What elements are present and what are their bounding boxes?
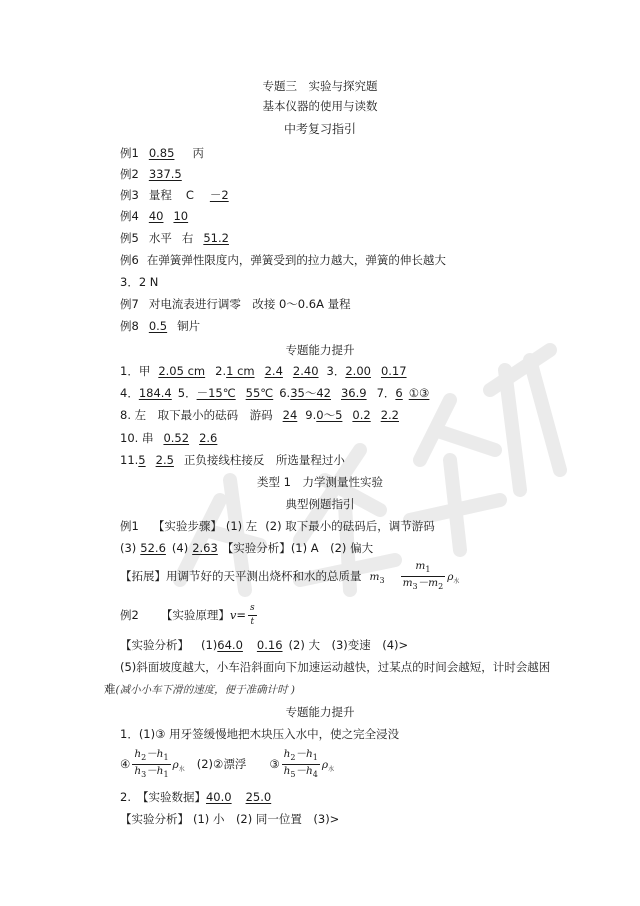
page-title: 专题三 实验与探究题: [262, 79, 378, 93]
answer-line: 2. 【实验数据】40.0 25.0: [120, 790, 272, 804]
answer-line: 【实验分析】 (1) 小 (2) 同一位置 (3)>: [120, 812, 340, 826]
answer-line: 10. 串 0.52 2.6: [120, 431, 218, 445]
answer-line: 例3 量程 C －2: [120, 188, 229, 202]
answer-line: 例7 对电流表进行调零 改接 0～0.6A 量程: [120, 297, 351, 311]
section-heading: 专题能力提升: [285, 705, 355, 719]
answer-line: 4．184.4 5．－15℃ 55℃ 6.35～42 36.9 7．6 ①③: [120, 386, 430, 400]
type-heading: 类型 1 力学测量性实验: [257, 475, 383, 489]
handwritten-note: (减小小车下滑的速度，便于准确计时 ): [115, 684, 296, 696]
fraction: $\frac{m_1}{m_3-m_2}$: [402, 560, 444, 591]
answer-line: 8. 左 取下最小的砝码 游码 24 9.0～5 0.2 2.2: [120, 408, 399, 422]
answer-line: 例8 0.5 铜片: [120, 319, 201, 333]
answer-line: 11.5 2.5 正负接线柱接反 所选量程过小: [120, 453, 345, 467]
answer-line: 例6 在弹簧弹性限度内，弹簧受到的拉力越大，弹簧的伸长越大: [120, 253, 446, 267]
answer-line: 难(减小小车下滑的速度，便于准确计时 ): [104, 682, 296, 696]
answer-line: 例5 水平 右 51.2: [120, 231, 229, 245]
answer-line: 例2 【实验原理】v= $\frac{s}{t}$: [120, 603, 255, 627]
page-subtitle: 基本仪器的使用与读数: [262, 99, 378, 113]
section-heading: 中考复习指引: [283, 122, 356, 136]
answer-line: 3．2 N: [120, 275, 159, 289]
answer-line: 1．(1)③ 用牙签缓慢地把木块压入水中，使之完全浸没: [120, 727, 400, 741]
answer-line: 例2 337.5: [120, 167, 182, 181]
fraction: $\frac{h_2-h_1}{h_3-h_1}$: [134, 748, 169, 779]
section-heading: 典型例题指引: [285, 497, 355, 511]
fraction: $\frac{s}{t}$: [249, 603, 255, 627]
answer-line: ④ $\frac{h_2-h_1}{h_3-h_1}$ $\rho_水$ (2)②漂浮 ③ $\frac{h_2-h_1}{h_5-h_4}$ $\rho_水$: [120, 748, 335, 779]
answer-line: 例1 0.85 丙: [120, 146, 204, 160]
answer-line: 【拓展】用调节好的天平测出烧杯和水的总质量 $m_3$ $\frac{m_1}{m_3-m_2}$ $\rho_水$: [120, 560, 460, 591]
answer-line: 1．甲 2.05 cm 2.1 cm 2.4 2.40 3．2.00 0.17: [120, 364, 407, 378]
answer-line: 【实验分析】 (1)64.0 0.16 (2) 大 (3)变速 (4)>: [120, 638, 409, 652]
fraction: $\frac{h_2-h_1}{h_5-h_4}$: [283, 748, 318, 779]
answer-line: (5)斜面坡度越大，小车沿斜面向下加速运动越快，过某点的时间会越短，计时会越困: [120, 660, 551, 674]
answer-line: 例4 40 10: [120, 209, 189, 223]
answer-line: 例1 【实验步骤】 (1) 左 (2) 取下最小的砝码后，调节游码: [120, 519, 435, 533]
section-heading: 专题能力提升: [285, 343, 355, 357]
answer-line: (3) 52.6 (4) 2.63 【实验分析】(1) A (2) 偏大: [120, 541, 374, 555]
